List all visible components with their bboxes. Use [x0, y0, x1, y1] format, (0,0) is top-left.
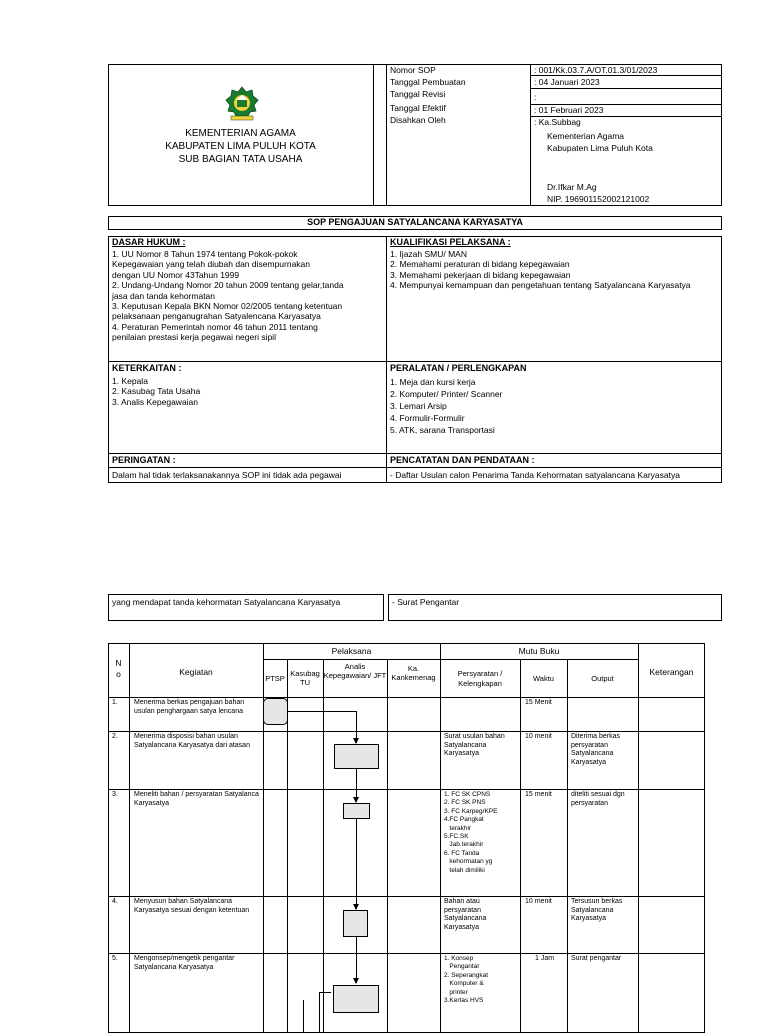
list-item: 5. ATK, sarana Transportasi	[390, 425, 495, 435]
row4-waktu: 10 menit	[525, 898, 552, 905]
field-label-disahkan-oleh: Disahkan Oleh	[390, 115, 446, 125]
field-value-nomor-sop: : 001/Kk.03.7.A/OT.01.3/01/2023	[534, 65, 658, 75]
list-item: 2. Kasubag Tata Usaha	[112, 386, 201, 397]
col-header-pelaksana: Pelaksana	[331, 646, 372, 656]
flow-process-box-2	[334, 744, 379, 769]
org-name-line2: KABUPATEN LIMA PULUH KOTA	[165, 141, 316, 152]
field-label-tanggal-revisi: Tanggal Revisi	[390, 89, 446, 99]
list-item: 2. Undang-Undang Nomor 20 tahun 2009 tentang gelar,tanda	[112, 280, 344, 291]
peralatan-list	[390, 376, 502, 436]
row4-output: Tersusun berkas Satyalancana Karyasatya	[571, 898, 623, 922]
list-item: 1. Kepala	[112, 376, 148, 386]
col-header-no: N o	[115, 658, 122, 679]
row4-no: 4.	[112, 898, 118, 905]
row1-waktu: 15 Menit	[525, 699, 552, 706]
field-label-tanggal-efektif: Tanggal Efektif	[390, 103, 446, 113]
org-name-line3: SUB BAGIAN TATA USAHA	[178, 154, 303, 165]
list-item: 3. Analis Kepegawaian	[112, 396, 199, 407]
col-header-kasubag: Kasubag TU	[290, 669, 320, 687]
row2-no: 2.	[112, 733, 118, 740]
col-header-keterangan: Keterangan	[649, 667, 694, 677]
peringatan-text-continued: yang mendapat tanda kehormatan Satyalancana Karyasatya	[112, 597, 341, 607]
flow-start-terminal	[263, 698, 288, 725]
row5-output: Surat pengantar	[571, 955, 622, 962]
list-item: dengan UU Nomor 43Tahun 1999	[112, 269, 240, 280]
list-item: 1. UU Nomor 8 Tahun 1974 tentang Pokok-pokok	[112, 249, 298, 259]
row4-kegiatan: Menyusun bahan Satyalancana Karyasatya sesuai dengan ketentuan	[134, 898, 250, 914]
field-value-tanggal-pembuatan: : 04 Januari 2023	[534, 77, 600, 87]
keterkaitan-title: KETERKAITAN :	[112, 363, 182, 373]
row5-kegiatan: Mengonsep/mengetik pengantar Satyalancana Karyasatya	[134, 955, 235, 971]
flow-arrow	[356, 711, 357, 743]
col-header-analis: Analis Kepegawaian/ JFT	[323, 662, 387, 680]
flow-process-box-4	[343, 910, 368, 937]
field-value-disahkan-oleh: : Ka.Subbag	[534, 117, 581, 127]
col-header-ka: Ka. Kankemenag	[391, 664, 436, 682]
row4-persyaratan: Bahan atau persyaratan Satyalancana Karyasatya	[444, 898, 487, 931]
row5-persyaratan: 1. Konsep Pengantar 2. Seperangkat Komputer & printer 3.Kertas HVS	[444, 955, 489, 1005]
flow-connector	[288, 711, 356, 712]
list-item: 2. Memahami peraturan di bidang kepegawaian	[390, 259, 570, 270]
field-label-tanggal-pembuatan: Tanggal Pembuatan	[390, 77, 466, 87]
keterkaitan-list	[112, 376, 200, 407]
field-value-tanggal-revisi: :	[534, 92, 537, 102]
field-value-tanggal-efektif: : 01 Februari 2023	[534, 105, 604, 115]
peralatan-title: PERALATAN / PERLENGKAPAN	[390, 363, 527, 373]
list-item: 1. Meja dan kursi kerja	[390, 377, 476, 387]
flow-connector	[303, 1000, 304, 1033]
field-label-nomor-sop: Nomor SOP	[390, 65, 436, 75]
dasar-hukum-title: DASAR HUKUM :	[112, 237, 186, 247]
col-header-kegiatan: Kegiatan	[179, 667, 213, 677]
row2-waktu: 10 menit	[525, 733, 552, 740]
col-header-output: Output	[591, 674, 614, 683]
signer-nip: NIP. 196901152002121002	[547, 194, 650, 204]
list-item: 4. Peraturan Pemerintah nomor 46 tahun 2011 tentang	[112, 321, 318, 332]
pencatatan-title: PENCATATAN DAN PENDATAAN :	[390, 455, 535, 465]
row1-no: 1.	[112, 699, 118, 706]
dasar-hukum-list	[112, 249, 344, 343]
row2-output: Diterima berkas persyaratan Satyalancana Karyasatya	[571, 733, 621, 766]
list-item: Kepegawaian yang telah diubah dan disempurnakan	[112, 259, 311, 270]
pencatatan-text-continued: - Surat Pengantar	[392, 597, 460, 607]
flow-process-box-5	[333, 985, 379, 1013]
row3-kegiatan: Meneliti bahan / persyaratan Satyalanca Karyasatya	[134, 791, 259, 807]
ministry-logo	[225, 86, 259, 122]
list-item: 2. Komputer/ Printer/ Scanner	[390, 389, 503, 399]
col-header-ptsp: PTSP	[265, 674, 285, 683]
row3-no: 3.	[112, 791, 118, 798]
peringatan-text: Dalam hal tidak terlaksanakannya SOP ini tidak ada pegawai	[112, 470, 342, 480]
kualifikasi-title: KUALIFIKASI PELAKSANA :	[390, 237, 511, 247]
approver-line2: Kabupaten Lima Puluh Kota	[547, 143, 653, 153]
list-item: 4. Mempunyai kemampuan dan pengetahuan tentang Satyalancana Karyasatya	[390, 280, 691, 291]
sop-title: SOP PENGAJUAN SATYALANCANA KARYASATYA	[307, 217, 523, 227]
flow-arrow	[356, 937, 357, 983]
list-item: jasa dan tanda kehormatan	[112, 290, 216, 301]
list-item: 3. Memahami pekerjaan di bidang kepegawaian	[390, 269, 571, 280]
col-header-mutu: Mutu Buku	[518, 646, 560, 656]
list-item: 1. Ijazah SMU/ MAN	[390, 249, 467, 259]
signer-name: Dr.Ifkar M.Ag	[547, 182, 597, 192]
row3-output: diteliti sesuai dgn persyaratan	[571, 791, 625, 807]
row5-waktu: 1 Jam	[535, 955, 555, 962]
list-item: 3. Lemari Arsip	[390, 401, 447, 411]
kualifikasi-list	[390, 249, 691, 291]
flow-process-box-3	[343, 803, 370, 819]
flow-arrow	[356, 769, 357, 802]
row3-waktu: 15 menit	[525, 791, 552, 798]
flow-connector	[319, 992, 320, 1033]
row1-kegiatan: Menerima berkas pengajuan bahan usulan penghargaan satya lencana	[134, 699, 245, 715]
row5-no: 5.	[112, 955, 118, 962]
approver-line1: Kementerian Agama	[547, 131, 625, 141]
org-name-line1: KEMENTERIAN AGAMA	[185, 128, 296, 139]
flow-connector	[319, 992, 331, 993]
row3-persyaratan: 1. FC SK CPNS 2. FC SK PNS 3. FC Karpeg/KPE 4.FC Pangkat terakhir 5.FC.SK Jab.terakhir 6. FC Tanda kehormatan yg telah dimiliki	[444, 791, 498, 874]
flow-arrow	[356, 819, 357, 909]
list-item: 4. Formulir-Formulir	[390, 413, 465, 423]
col-header-waktu: Waktu	[533, 674, 554, 683]
list-item: penilaian prestasi kerja pegawai negeri sipil	[112, 332, 276, 343]
list-item: pelaksanaan penganugrahan Satyalencana Karyasatya	[112, 311, 321, 322]
col-header-persyaratan: Persyaratan / Kelengkapan	[457, 669, 503, 688]
list-item: 3. Keputusan Kepala BKN Nomor 02/2005 tentang ketentuan	[112, 301, 343, 312]
peringatan-title: PERINGATAN :	[112, 455, 176, 465]
row2-kegiatan: Menerima disposisi bahan usulan Satyalancana Karyasatya dari atasan	[134, 733, 250, 749]
pencatatan-text: - Daftar Usulan calon Penarima Tanda Kehormatan satyalancana Karyasatya	[390, 470, 680, 480]
row2-persyaratan: Surat usulan bahan Satyalancana Karyasatya	[444, 733, 505, 757]
